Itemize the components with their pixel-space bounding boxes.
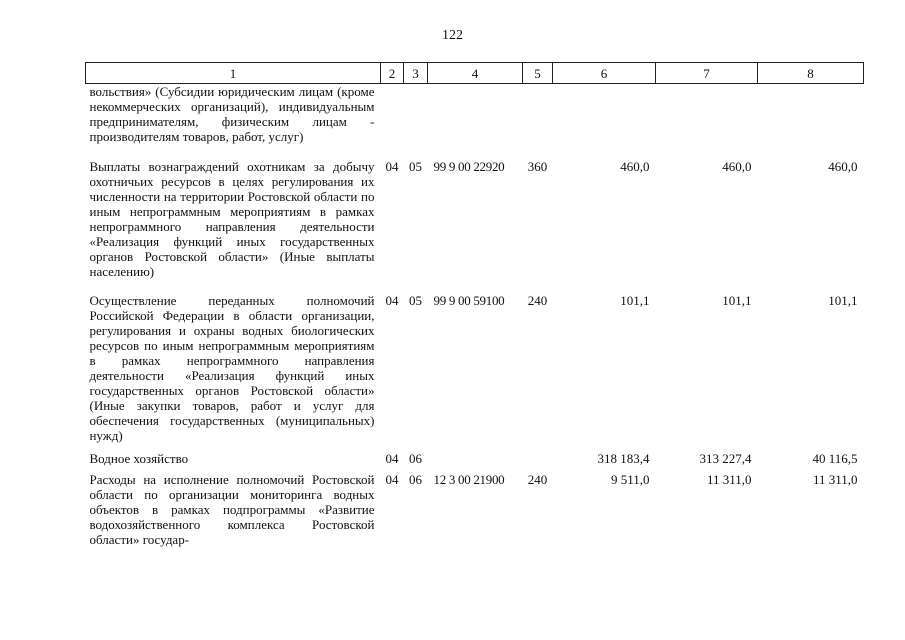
row-target-article <box>428 443 523 466</box>
table-row <box>86 144 864 279</box>
row-amount-col6: 460,0 <box>620 159 650 174</box>
column-header-3: 3 <box>404 63 428 84</box>
row-amount-col8: 11 311,0 <box>812 472 858 487</box>
row-target-article: 12 3 00 21900 <box>433 472 505 487</box>
row-target-article: 99 9 00 59100 <box>433 293 505 308</box>
row-description: Осуществление переданных полномочий Российской Федерации в области организации, регулирования и охраны водных биологических ресурсов по иным непрограммным мероприятиям в рамках непрограммного направления деятельности «Реализация функций иных государственных органов Ростовской области» (Иные закупки товаров, работ и услуг для обеспечения государственных (муниципальных) нужд) <box>89 293 375 443</box>
column-header-7: 7 <box>656 63 758 84</box>
column-header-8: 8 <box>758 63 864 84</box>
row-description: Расходы на исполнение полномочий Ростовской области по организации мониторинга водных объектов в рамках подпрограммы «Развитие водохозяйственного комплекса Ростовской области» государ- <box>89 472 375 547</box>
row-expense-type <box>523 443 553 466</box>
table-header <box>86 63 864 84</box>
row-expense-type: 360 <box>527 159 548 174</box>
row-amount-col6: 9 511,0 <box>610 472 650 487</box>
row-amount-col7: 460,0 <box>722 159 752 174</box>
row-amount-col7: 11 311,0 <box>706 472 752 487</box>
row-expense-type: 240 <box>527 472 548 487</box>
column-header-5: 5 <box>523 63 553 84</box>
row-subsection: 06 <box>409 472 422 487</box>
row-description: Выплаты вознаграждений охотникам за добычу охотничьих ресурсов в целях регулирования их численности на территории Ростовской области по иным непрограммным мероприятиям в рамках непрограммного направления деятельности «Реализация функций иных государственных органов Ростовской области» (Иные выплаты населению) <box>89 159 375 279</box>
table-body <box>86 84 864 548</box>
table-row <box>86 466 864 547</box>
row-expense-type <box>523 84 553 145</box>
row-subsection <box>404 84 428 145</box>
row-amount-col8: 460,0 <box>828 159 858 174</box>
table-row <box>86 443 864 466</box>
row-amount-col7: 313 227,4 <box>699 451 752 466</box>
row-amount-col6: 101,1 <box>620 293 650 308</box>
table-row <box>86 279 864 443</box>
column-header-6: 6 <box>553 63 656 84</box>
row-section: 04 <box>385 159 399 174</box>
row-amount-col6 <box>553 84 656 145</box>
row-amount-col7 <box>656 84 758 145</box>
row-section: 04 <box>385 451 399 466</box>
page-number: 122 <box>442 28 463 43</box>
row-description: Водное хозяйство <box>89 451 189 466</box>
row-description: вольствия» (Субсидии юридическим лицам (кроме некоммерческих организаций), индивидуальным предпринимателям, физическим лицам - производителям товаров, работ, услуг) <box>89 84 375 144</box>
column-header-1: 1 <box>86 63 381 84</box>
row-amount-col8: 101,1 <box>828 293 858 308</box>
row-amount-col7: 101,1 <box>722 293 752 308</box>
row-section: 04 <box>385 472 399 487</box>
budget-table <box>85 62 864 547</box>
row-section: 04 <box>385 293 399 308</box>
row-subsection: 06 <box>409 451 422 466</box>
row-amount-col8: 40 116,5 <box>812 451 858 466</box>
header-row <box>86 63 864 84</box>
row-target-article: 99 9 00 22920 <box>433 159 505 174</box>
table-row <box>86 84 864 145</box>
row-subsection: 05 <box>409 159 422 174</box>
row-subsection: 05 <box>409 293 422 308</box>
column-header-2: 2 <box>381 63 404 84</box>
column-header-4: 4 <box>428 63 523 84</box>
row-amount-col6: 318 183,4 <box>597 451 650 466</box>
row-target-article <box>428 84 523 145</box>
row-expense-type: 240 <box>527 293 548 308</box>
row-section <box>381 84 404 145</box>
row-amount-col8 <box>758 84 864 145</box>
